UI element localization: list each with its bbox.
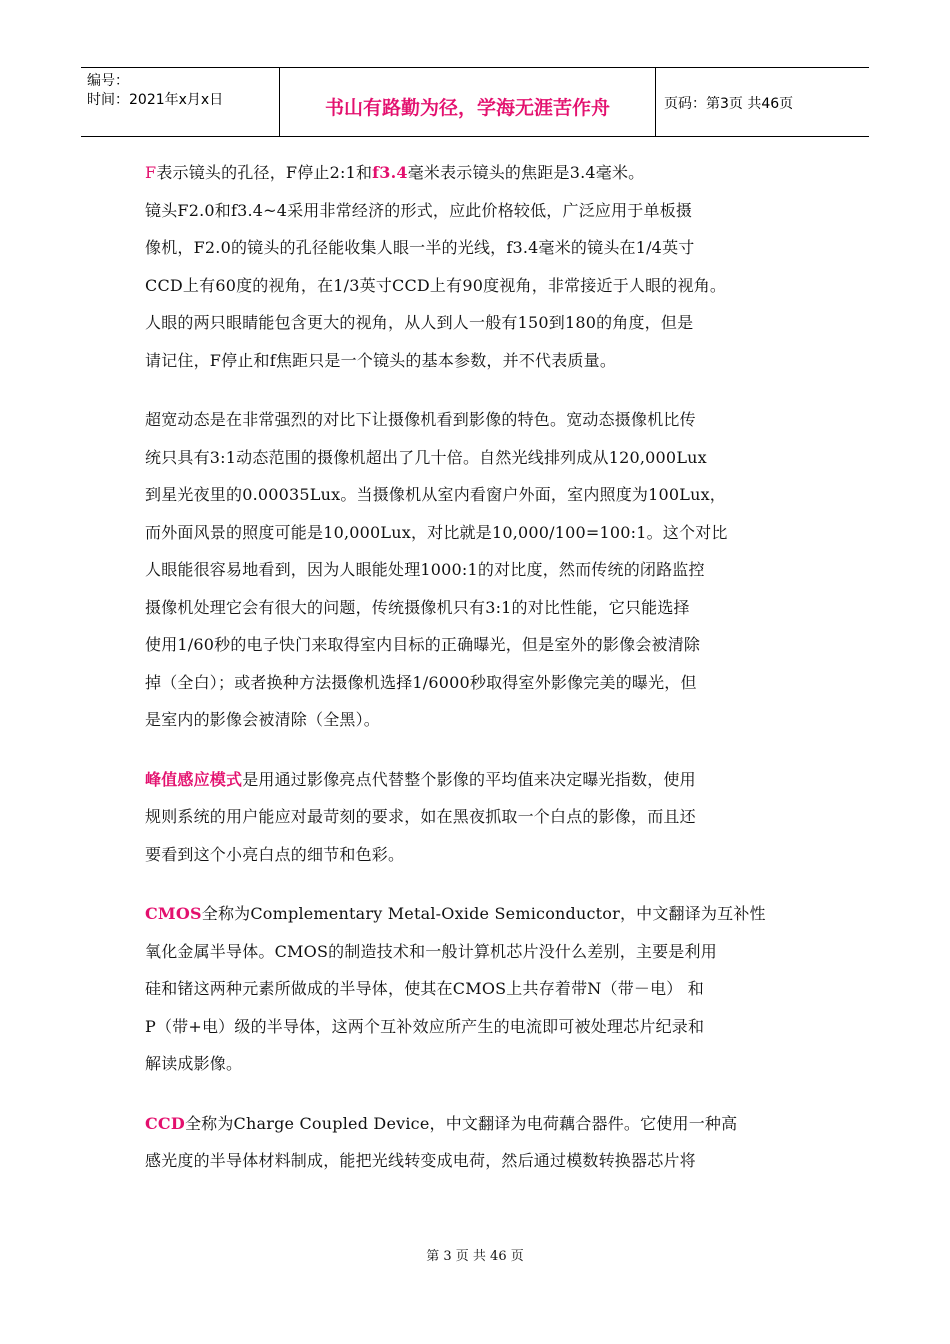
line: 统只具有3:1动态范围的摄像机超出了几十倍。自然光线排列成从120,000Lux	[145, 447, 707, 467]
line: CCD全称为Charge Coupled Device，中文翻译为电荷藕合器件。它使用一种高	[145, 1113, 738, 1133]
line: 感光度的半导体材料制成，能把光线转变成电荷，然后通过模数转换器芯片将	[145, 1151, 696, 1170]
header-meta	[81, 68, 280, 136]
line: 解读成影像。	[145, 1054, 243, 1073]
line: 而外面风景的照度可能是10,000Lux，对比就是10,000/100=100:1。这个对比	[145, 522, 728, 542]
document-header	[81, 67, 869, 137]
line: 请记住，F停止和f焦距只是一个镜头的基本参数，并不代表质量。	[145, 350, 617, 370]
line: 要看到这个小亮白点的细节和色彩。	[145, 844, 405, 864]
paragraph-cmos	[145, 895, 825, 1083]
line: 峰值感应模式是用通过影像亮点代替整个影像的平均值来决定曝光指数，使用	[145, 769, 696, 789]
line: 像机，F2.0的镜头的孔径能收集人眼一半的光线，f3.4毫米的镜头在1/4英寸	[145, 238, 695, 257]
line: F表示镜头的孔径，F停止2:1和f3.4毫米表示镜头的焦距是3.4毫米。	[145, 163, 645, 182]
term-cmos: CMOS	[145, 904, 202, 923]
paragraph-wdr	[145, 401, 825, 739]
term-ccd: CCD	[145, 1113, 185, 1133]
line: 超宽动态是在非常强烈的对比下让摄像机看到影像的特色。宽动态摄像机比传	[145, 410, 696, 429]
line: CMOS全称为Complementary Metal-Oxide Semiconductor，中文翻译为互补性	[145, 904, 766, 923]
paragraph-ccd	[145, 1105, 825, 1180]
paragraph-lens	[145, 154, 825, 379]
term-f34: f3.4	[372, 163, 408, 182]
line: 摄像机处理它会有很大的问题，传统摄像机只有3:1的对比性能，它只能选择	[145, 597, 690, 617]
line: 人眼的两只眼睛能包含更大的视角，从人到人一般有150到180的角度，但是	[145, 313, 694, 332]
line: 硅和锗这两种元素所做成的半导体，使其在CMOS上共存着带N（带－电） 和	[145, 979, 704, 998]
term-peak-mode: 峰值感应模式	[145, 769, 243, 789]
line: 是室内的影像会被清除（全黑）。	[145, 710, 381, 729]
line: 镜头F2.0和f3.4~4采用非常经济的形式，应此价格较低，广泛应用于单板摄	[145, 200, 693, 220]
line: 人眼能很容易地看到，因为人眼能处理1000:1的对比度，然而传统的闭路监控	[145, 560, 705, 579]
line: CCD上有60度的视角，在1/3英寸CCD上有90度视角，非常接近于人眼的视角。	[145, 275, 727, 295]
line: 到星光夜里的0.00035Lux。当摄像机从室内看窗户外面，室内照度为100Lux，	[145, 485, 727, 504]
number-label: 编号：	[87, 73, 129, 89]
header-page-info: 页码：第3页 共46页	[664, 96, 794, 112]
line: 规则系统的用户能应对最苛刻的要求，如在黑夜抓取一个白点的影像，而且还	[145, 807, 696, 826]
document-body	[145, 154, 825, 1180]
line: 氧化金属半导体。CMOS的制造技术和一般计算机芯片没什么差别，主要是利用	[145, 941, 717, 961]
term-f: F	[145, 163, 157, 182]
line: P（带+电）级的半导体，这两个互补效应所产生的电流即可被处理芯片纪录和	[145, 1016, 705, 1036]
paragraph-peak-mode	[145, 761, 825, 874]
line: 使用1/60秒的电子快门来取得室内目标的正确曝光，但是室外的影像会被清除	[145, 635, 701, 654]
page-footer: 第 3 页 共 46 页	[426, 1249, 524, 1264]
header-motto: 书山有路勤为径，学海无涯苦作舟	[280, 68, 656, 136]
line: 掉（全白）；或者换种方法摄像机选择1/6000秒取得室外影像完美的曝光，但	[145, 672, 697, 692]
time-label: 时间：2021年x月x日	[87, 92, 224, 108]
